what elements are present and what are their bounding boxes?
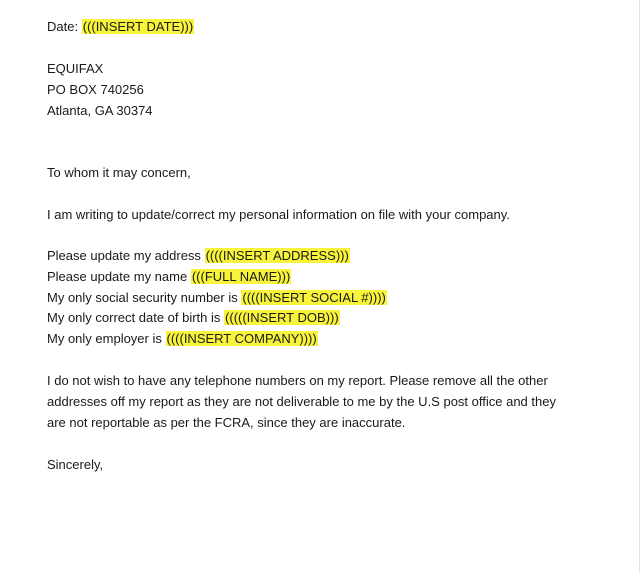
update-name-text: Please update my name [47, 269, 188, 284]
date-line [47, 18, 194, 36]
update-dob-text: My only correct date of birth is [47, 310, 221, 325]
date-label: Date: [47, 19, 79, 34]
update-address-line [47, 247, 350, 265]
dob-placeholder-highlight: (((((INSERT DOB))) [225, 310, 339, 325]
name-placeholder-highlight: (((FULL NAME))) [191, 269, 291, 284]
closing-paragraph-line-2: addresses off my report as they are not deliverable to me by the U.S post office and they [47, 394, 556, 409]
update-employer-text: My only employer is [47, 331, 162, 346]
update-name-line [47, 268, 291, 286]
recipient-po-box: PO BOX 740256 [47, 82, 144, 97]
update-ssn-text: My only social security number is [47, 290, 238, 305]
recipient-name: EQUIFAX [47, 61, 104, 76]
update-address-text: Please update my address [47, 248, 201, 263]
update-dob-line [47, 309, 340, 327]
ssn-placeholder-highlight: ((((INSERT SOCIAL #)))) [242, 290, 386, 305]
address-placeholder-highlight: ((((INSERT ADDRESS))) [205, 248, 349, 263]
closing-paragraph-line-1: I do not wish to have any telephone numbers on my report. Please remove all the other [47, 373, 548, 388]
recipient-city: Atlanta, GA 30374 [47, 103, 153, 118]
closing-paragraph-line-3: are not reportable as per the FCRA, since they are inaccurate. [47, 415, 406, 430]
salutation: To whom it may concern, [47, 165, 191, 180]
signoff: Sincerely, [47, 457, 104, 472]
intro-paragraph: I am writing to update/correct my personal information on file with your company. [47, 207, 510, 222]
update-employer-line [47, 330, 318, 348]
date-placeholder-highlight: (((INSERT DATE))) [82, 19, 194, 34]
employer-placeholder-highlight: ((((INSERT COMPANY)))) [166, 331, 317, 346]
update-ssn-line [47, 289, 387, 307]
